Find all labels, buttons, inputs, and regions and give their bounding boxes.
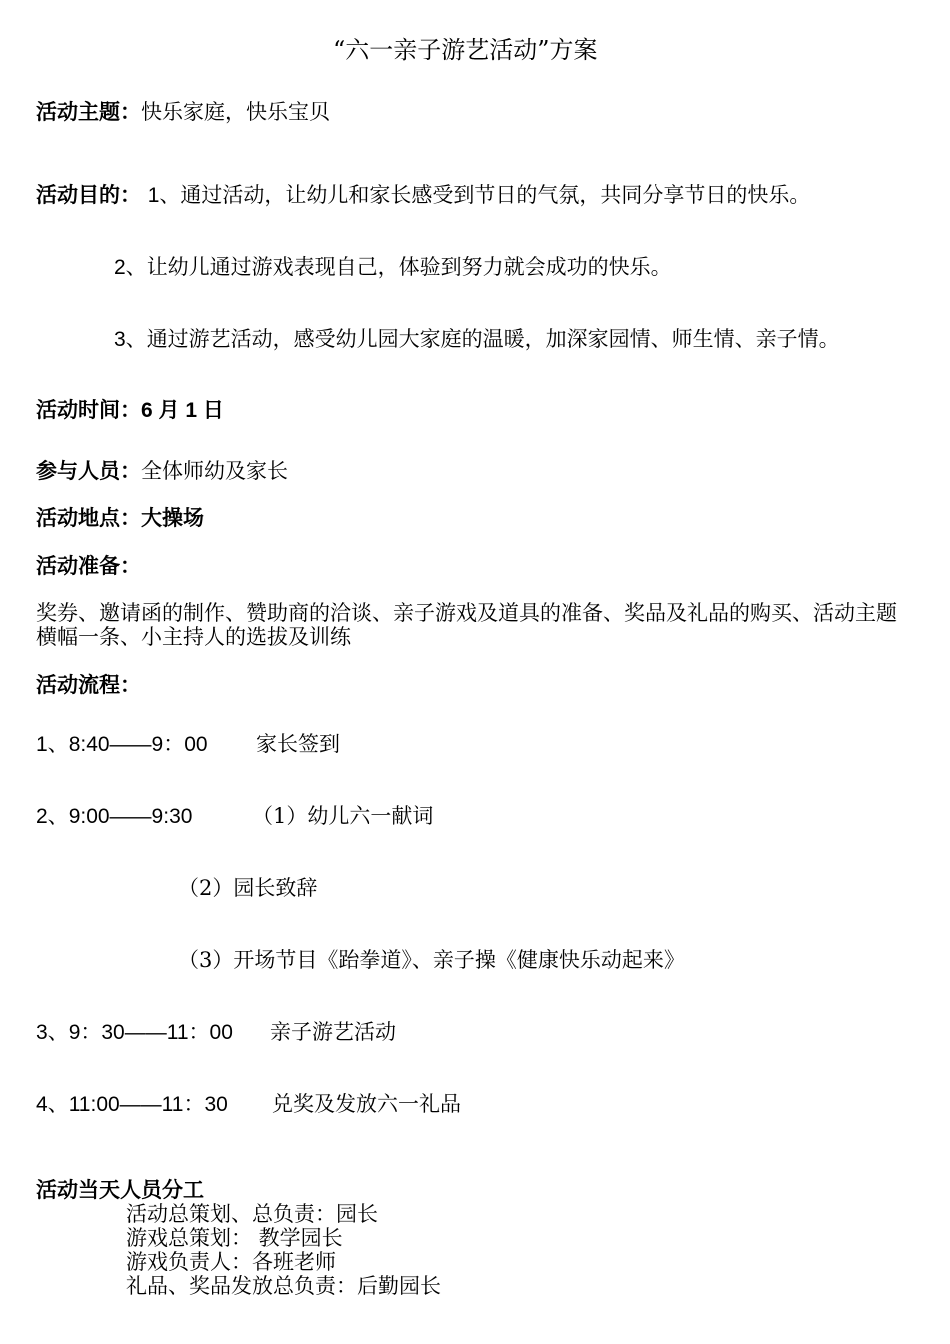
- theme-value: 快乐家庭，快乐宝贝: [141, 100, 330, 124]
- preparation-line: 奖券、邀请函的制作、赞助商的洽谈、亲子游戏及道具的准备、奖品及礼品的购买、活动主题: [36, 601, 897, 625]
- process-step-time: 9：30——11：00: [68, 1021, 233, 1044]
- process-step-time: 11:00——11：30: [68, 1093, 228, 1116]
- purpose-item-text: 通过活动，让幼儿和家长感受到节日的气氛，共同分享节日的快乐。: [180, 183, 811, 207]
- process-step-time: 8:40——9：00: [68, 733, 208, 756]
- process-step: [36, 732, 208, 757]
- process-step: [36, 1020, 233, 1045]
- theme-row: [36, 100, 330, 124]
- document-title: “六一亲子游艺活动”方案: [333, 36, 598, 64]
- process-step-text: 兑奖及发放六一礼品: [272, 1092, 461, 1116]
- process-step-number: 2、: [36, 805, 69, 828]
- process-step-number: 3、: [36, 1021, 69, 1044]
- participants-value: 全体师幼及家长: [141, 459, 288, 483]
- staff-label: 活动当天人员分工: [36, 1178, 204, 1202]
- location-label: 活动地点：: [36, 506, 141, 530]
- time-label: 活动时间：: [36, 398, 141, 422]
- preparation-line: 横幅一条、小主持人的选拔及训练: [36, 625, 351, 649]
- purpose-item-number: 3、: [114, 328, 147, 351]
- staff-line: 游戏总策划： 教学园长: [126, 1226, 343, 1250]
- process-step-text: 家长签到: [256, 732, 340, 756]
- location-value: 大操场: [141, 506, 204, 530]
- time-row: [36, 398, 224, 423]
- purpose-item: [114, 255, 672, 280]
- purpose-row: [36, 183, 810, 208]
- location-row: [36, 506, 204, 530]
- purpose-item-text: 让幼儿通过游戏表现自己，体验到努力就会成功的快乐。: [146, 255, 672, 279]
- theme-label: 活动主题：: [36, 100, 141, 124]
- time-value: 6 月 1 日: [141, 399, 224, 422]
- purpose-item: [114, 327, 840, 352]
- purpose-item-number: 2、: [114, 256, 147, 279]
- process-step-text: 亲子游艺活动: [270, 1020, 396, 1044]
- preparation-label: 活动准备：: [36, 554, 141, 578]
- process-step-text: （1）幼儿六一献词: [252, 804, 434, 828]
- participants-label: 参与人员：: [36, 459, 141, 483]
- purpose-label: 活动目的：: [36, 183, 141, 207]
- process-step-text: （2）园长致辞: [178, 876, 318, 900]
- process-label: 活动流程：: [36, 673, 141, 697]
- purpose-item-number: 1、: [147, 184, 181, 207]
- process-step: [36, 1092, 228, 1117]
- participants-row: [36, 459, 288, 483]
- process-step-time: 9:00——9:30: [68, 805, 193, 828]
- staff-line: 游戏负责人：各班老师: [126, 1250, 336, 1274]
- purpose-item-text: 通过游艺活动，感受幼儿园大家庭的温暖，加深家园情、师生情、亲子情。: [146, 327, 840, 351]
- process-step-text: （3）开场节目《跆拳道》、亲子操《健康快乐动起来》: [178, 948, 685, 972]
- process-step-number: 4、: [36, 1093, 69, 1116]
- staff-line: 礼品、奖品发放总负责：后勤园长: [126, 1274, 441, 1298]
- staff-line: 活动总策划、总负责：园长: [126, 1202, 378, 1226]
- process-step-number: 1、: [36, 733, 69, 756]
- process-step: [36, 804, 192, 829]
